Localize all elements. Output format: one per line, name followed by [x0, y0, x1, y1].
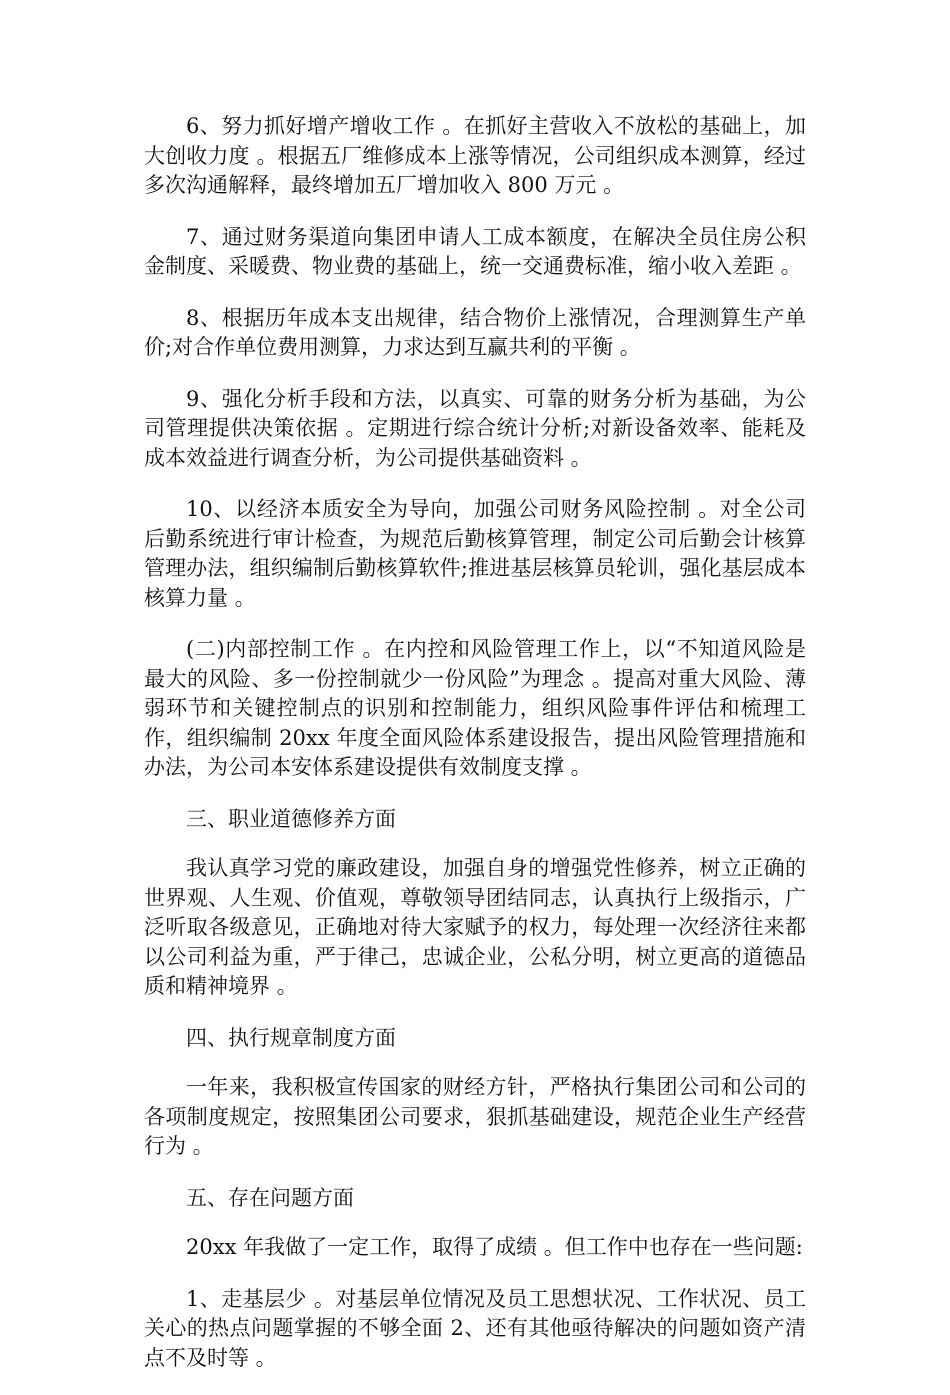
paragraph-item-8: 8、根据历年成本支出规律，结合物价上涨情况，合理测算生产单价;对合作单位费用测算，力求达到互赢共利的平衡 。 — [144, 305, 806, 359]
paragraph-item-7: 7、通过财务渠道向集团申请人工成本额度，在解决全员住房公积金制度、采暖费、物业费的基础上，统一交通费标准，缩小收入差距 。 — [144, 224, 806, 278]
paragraph-item-10: 10、以经济本质安全为导向，加强公司财务风险控制 。对全公司后勤系统进行审计检查，为规范后勤核算管理，制定公司后勤会计核算管理办法，组织编制后勤核算软件;推进基层核算员轮训，强化基层成本核算力量 。 — [144, 497, 806, 610]
paragraph-problems-list: 1、走基层少 。对基层单位情况及员工思想状况、工作状况、员工关心的热点问题掌握的不够全面 2、还有其他亟待解决的问题如资产清点不及时等 。 — [144, 1286, 806, 1370]
document-body — [144, 112, 806, 1395]
paragraph-item-9: 9、强化分析手段和方法，以真实、可靠的财务分析为基础，为公司管理提供决策依据 。定期进行综合统计分析;对新设备效率、能耗及成本效益进行调查分析，为公司提供基础资料 。 — [144, 386, 806, 470]
section-heading-ethics: 三、职业道德修养方面 — [186, 806, 396, 831]
paragraph-internal-control: (二)内部控制工作 。在内控和风险管理工作上，以“不知道风险是最大的风险、多一份控制就少一份风险”为理念 。提高对重大风险、薄弱环节和关键控制点的识别和控制能力，组织风险事件评估和梳理工作，组织编制 20xx 年度全面风险体系建设报告，提出风险管理措施和办法，为公司本安体系建设提供有效制度支撑 。 — [144, 637, 806, 779]
paragraph-rules: 一年来，我积极宣传国家的财经方针，严格执行集团公司和公司的各项制度规定，按照集团公司要求，狠抓基础建设，规范企业生产经营行为 。 — [144, 1075, 806, 1158]
paragraph-ethics: 我认真学习党的廉政建设，加强自身的增强党性修养，树立正确的世界观、人生观、价值观，尊敬领导团结同志，认真执行上级指示，广泛听取各级意见，正确地对待大家赋予的权力，每处理一次经济往来都以公司利益为重，严于律己，忠诚企业，公私分明，树立更高的道德品质和精神境界 。 — [144, 856, 806, 998]
paragraph-problems-intro: 20xx 年我做了一定工作，取得了成绩 。但工作中也存在一些问题: — [186, 1235, 803, 1259]
section-heading-problems: 五、存在问题方面 — [186, 1185, 354, 1210]
section-heading-rules: 四、执行规章制度方面 — [186, 1025, 396, 1050]
paragraph-item-6: 6、努力抓好增产增收工作 。在抓好主营收入不放松的基础上，加大创收力度 。根据五厂维修成本上涨等情况，公司组织成本测算，经过多次沟通解释，最终增加五厂增加收入 800 万元 。 — [144, 114, 806, 197]
